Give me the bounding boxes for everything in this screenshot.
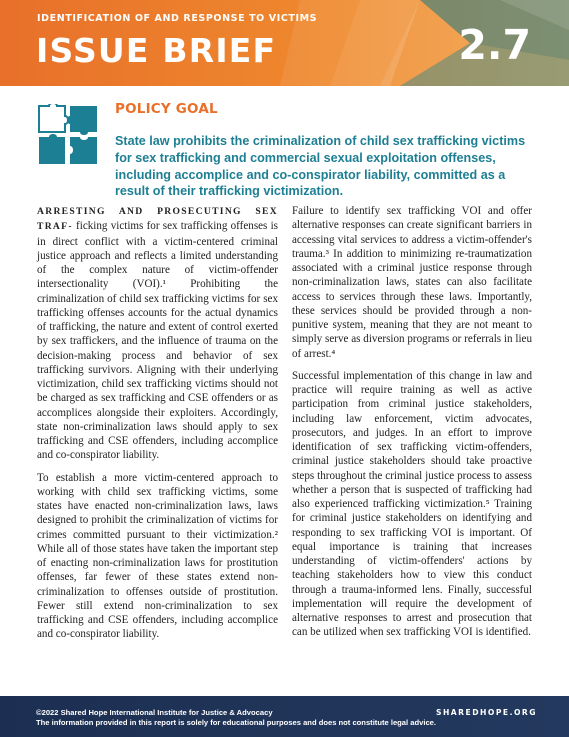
body-column-left <box>37 204 278 650</box>
puzzle-pieces-icon <box>37 104 99 166</box>
policy-goal-heading: POLICY GOAL <box>115 101 218 117</box>
header-subtitle: IDENTIFICATION OF AND RESPONSE TO VICTIMS <box>37 13 318 24</box>
lead-in-text: ARRESTING AND PROSECUTING SEX TRAF- <box>37 206 278 233</box>
header-title: ISSUE BRIEF <box>36 31 277 70</box>
footer-bar <box>0 696 569 737</box>
left-paragraph-2: To establish a more victim-centered approach to working with child sex trafficking victims, some states have enacted non-criminalization laws, laws designed to prohibit the criminalization of victims for crimes committed pursuant to their victimization.² While all of those states have taken the important step of enacting non-criminalization laws for prostitution offenses, far fewer of these states extend non-criminalization to offenses outside of prostitution. Fewer still extend non-criminalization to sex trafficking and CSE offenders, including accomplice and co-conspirator liability. <box>37 471 278 641</box>
right-paragraph-1: Failure to identify sex trafficking VOI and offer alternative responses can create significant barriers in accessing vital services to address a victim-offender's trauma.³ In addition to minimizing re-traumatization associated with a criminal justice response through non-criminalization laws, states can also facilitate access to services through these laws. Importantly, these services should be provided through a non-punitive system, meaning that they are not meant to simply serve as diversion programs or referrals in lieu of arrest.⁴ <box>292 205 532 360</box>
footer-copyright: ©2022 Shared Hope International Institute for Justice & Advocacy <box>36 708 273 717</box>
right-paragraph-2: Successful implementation of this change in law and practice will require training as well as active participation from criminal justice stakeholders, including law enforcement, victim advocates, prosecutors, and judges. In an effort to improve identification of sex trafficking victim-offenders, criminal justice stakeholders should take proactive steps throughout the criminal justice process to assess whether a person that is suspected of trafficking had also experienced trafficking victimization.⁵ Training for criminal justice stakeholders on identifying and responding to sex trafficking VOI is important. Of equal importance is training that increases understanding of victim-offenders' actions by teaching stakeholders how to view this conduct through a trauma-informed lens. Finally, successful implementation will require the development of alternative responses to arrest and prosecution that can be utilized when sex trafficking VOI is identified. <box>292 369 532 639</box>
body-column-right <box>292 204 532 648</box>
issue-number: 2.7 <box>458 21 531 69</box>
left-paragraph-1 <box>37 204 278 463</box>
footer-site-link[interactable]: SHAREDHOPE.ORG <box>435 708 537 717</box>
left-paragraph-1-text: ficking victims for sex trafficking offenses is in direct conflict with a victim-centered criminal justice approach and reflects a limited understanding of the complex nature of victim-offender intersectionality (VOI).¹ Prohibiting the criminalization of child sex trafficking victims for sex trafficking offenses accounts for the actual dynamics of trafficking, the nature and extent of control exerted by sex traffickers, and the influence of trauma on the decision-making process and behavior of sex trafficking survivors. Aligning with their underlying victimization, child sex trafficking victims should not be charged as sex trafficking and CSE offenders or as accomplices alongside their exploiters. Accordingly, state non-criminalization laws should apply to sex trafficking and CSE offenders, including accomplice and co-conspirator liability. <box>37 220 278 462</box>
header-banner <box>0 0 569 86</box>
footer-disclaimer: The information provided in this report is solely for educational purposes and does not constitute legal advice. <box>36 717 436 727</box>
policy-goal-text: State law prohibits the criminalization of child sex trafficking victims for sex trafficking and commercial sexual exploitation offenses, including accomplice and co-conspirator liability, committed as a result of their trafficking victimization. <box>115 134 526 199</box>
footer-legal <box>36 708 436 727</box>
